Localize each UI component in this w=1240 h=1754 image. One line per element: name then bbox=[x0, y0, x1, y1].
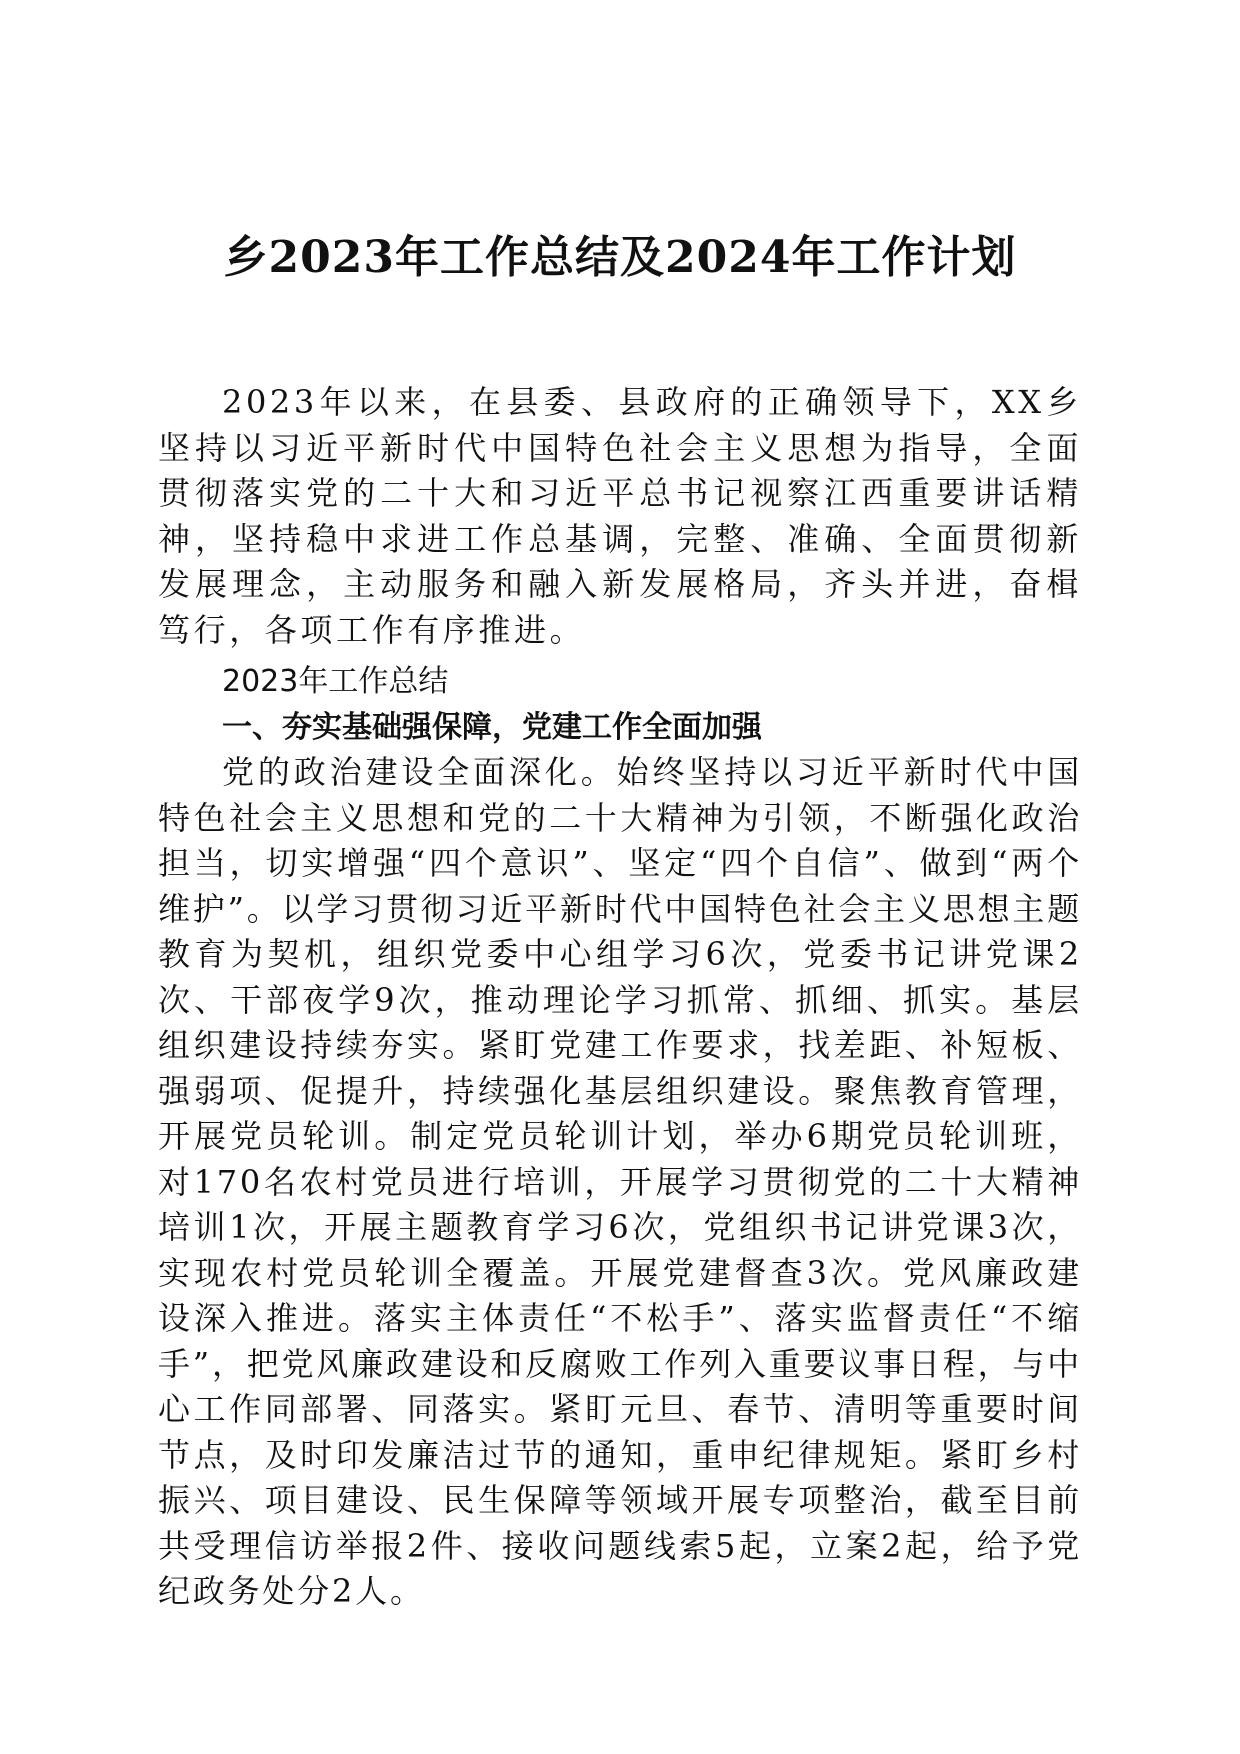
party-building-paragraph: 党的政治建设全面深化。始终坚持以习近平新时代中国特色社会主义思想和党的二十大精神为引领，不断强化政治担当，切实增强“四个意识”、坚定“四个自信”、做到“两个维护”。以学习贯彻习近平新时代中国特色社会主义思想主题教育为契机，组织党委中心组学习6次，党委书记讲党课2次、干部夜学9次，推动理论学习抓常、抓细、抓实。基层组织建设持续夯实。紧盯党建工作要求，找差距、补短板、强弱项、促提升，持续强化基层组织建设。聚焦教育管理，开展党员轮训。制定党员轮训计划，举办6期党员轮训班，对170名农村党员进行培训，开展学习贯彻党的二十大精神培训1次，开展主题教育学习6次，党组织书记讲党课3次，实现农村党员轮训全覆盖。开展党建督查3次。党风廉政建设深入推进。落实主体责任“不松手”、落实监督责任“不缩手”，把党风廉政建设和反腐败工作列入重要议事日程，与中心工作同部署、同落实。紧盯元旦、春节、清明等重要时间节点，及时印发廉洁过节的通知，重申纪律规矩。紧盯乡村振兴、项目建设、民生保障等领域开展专项整治，截至目前共受理信访举报2件、接收问题线索5起，立案2起，给予党纪政务处分2人。 bbox=[158, 753, 1082, 1610]
document-body bbox=[158, 380, 1082, 1615]
subsection-heading-party-building: 一、夯实基础强保障，党建工作全面加强 bbox=[222, 709, 762, 745]
section-heading-summary: 2023年工作总结 bbox=[222, 664, 449, 699]
intro-paragraph: 2023年以来，在县委、县政府的正确领导下，XX乡坚持以习近平新时代中国特色社会主义思想为指导，全面贯彻落实党的二十大和习近平总书记视察江西重要讲话精神，坚持稳中求进工作总基调，完整、准确、全面贯彻新发展理念，主动服务和融入新发展格局，齐头并进，奋楫笃行，各项工作有序推进。 bbox=[158, 383, 1082, 649]
document-title: 乡2023年工作总结及2024年工作计划 bbox=[223, 232, 1017, 283]
